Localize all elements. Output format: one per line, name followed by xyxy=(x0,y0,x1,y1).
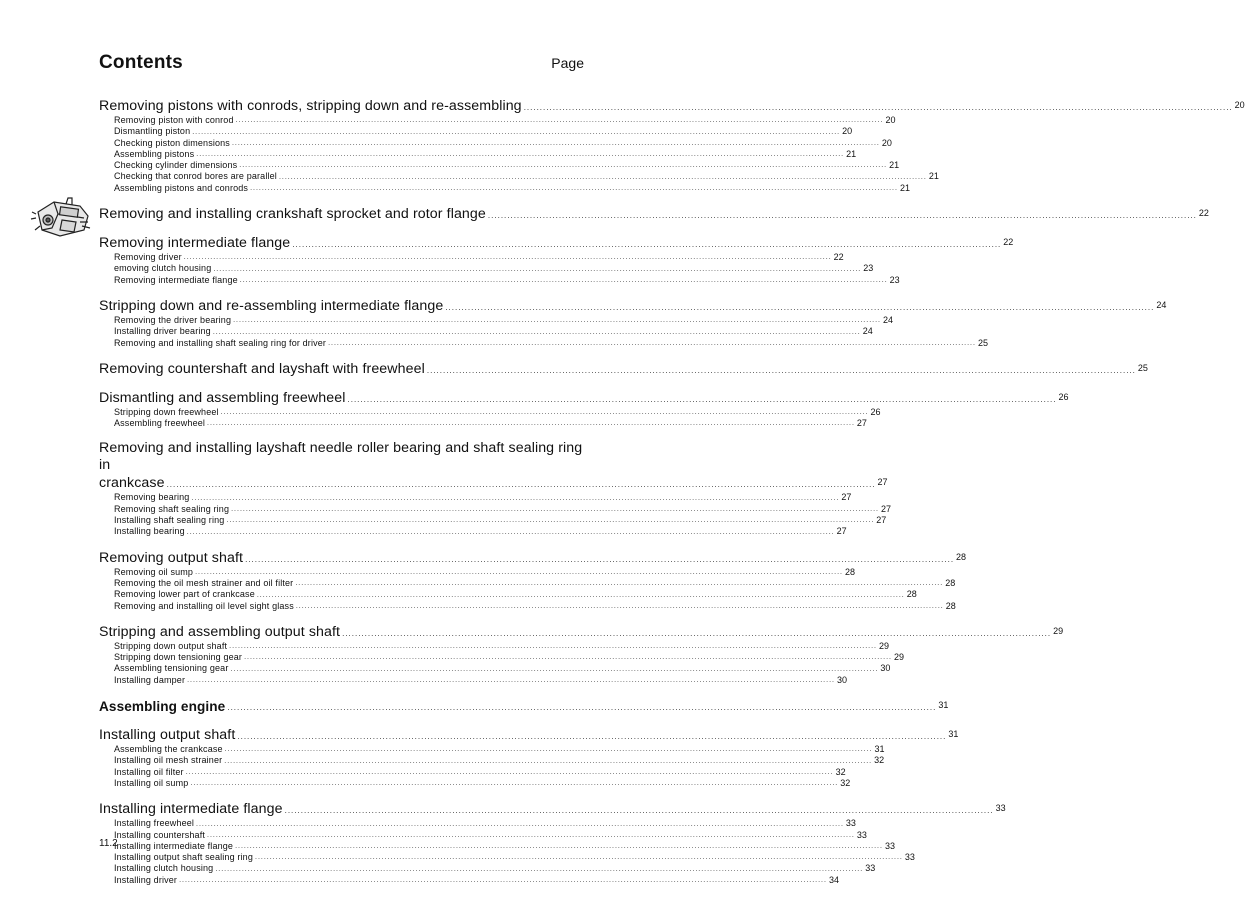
subentry-title: Installing countershaft xyxy=(114,829,206,840)
toc-subentry xyxy=(99,126,853,137)
subentry-title: Removing shaft sealing ring xyxy=(114,503,230,514)
subentry-title: Removing the oil mesh strainer and oil filter xyxy=(114,577,294,588)
dot-leader: ............................................................................................................................................................................................................................ xyxy=(229,643,877,651)
subentry-title: Assembling freewheel xyxy=(114,418,206,429)
dot-leader: ............................................................................................................................................................................................................................ xyxy=(278,173,927,181)
subentry-title: Dismantling piston xyxy=(114,126,191,137)
toc-subentry xyxy=(99,577,956,589)
dot-leader: ............................................................................................................................................................................................................................ xyxy=(207,420,855,428)
subentry-title: Assembling pistons and conrods xyxy=(114,182,249,193)
toc-section-entry xyxy=(99,726,959,744)
toc-subentry xyxy=(99,326,873,337)
page-column-label: Page xyxy=(551,55,584,71)
toc-subentry xyxy=(99,818,856,829)
page-ref: 26 xyxy=(1058,391,1069,402)
dot-leader: ............................................................................................................................................................................................................................ xyxy=(523,103,1233,112)
subentry-title: Removing the driver bearing xyxy=(114,314,232,325)
dot-leader: ............................................................................................................................................................................................................................ xyxy=(179,876,827,884)
dot-leader: ............................................................................................................................................................................................................................ xyxy=(244,654,892,662)
dot-leader: ............................................................................................................................................................................................................................ xyxy=(235,843,883,851)
subentry-title: Checking cylinder dimensions xyxy=(114,160,238,171)
dot-leader: ............................................................................................................................................................................................................................ xyxy=(295,580,944,588)
toc-section xyxy=(99,697,949,715)
toc-section-entry xyxy=(99,360,1148,378)
subentry-title: Removing and installing shaft sealing ring for driver xyxy=(114,337,327,348)
section-title: crankcase xyxy=(99,475,165,492)
toc-subentry xyxy=(99,852,915,863)
page-ref: 33 xyxy=(865,863,876,874)
toc-section-entry xyxy=(99,623,1064,641)
subentry-title: Stripping down freewheel xyxy=(114,406,219,417)
page-ref: 21 xyxy=(899,182,910,193)
dot-leader: ............................................................................................................................................................................................................................ xyxy=(487,211,1197,221)
subentry-title: Stripping down output shaft xyxy=(114,640,228,651)
toc-section xyxy=(99,234,1014,286)
toc-subentry xyxy=(99,274,900,286)
dot-leader: ............................................................................................................................................................................................................................ xyxy=(245,554,955,564)
toc-subentry xyxy=(99,744,885,755)
dot-leader: ............................................................................................................................................................................................................................ xyxy=(328,339,976,347)
dot-leader: ............................................................................................................................................................................................................................ xyxy=(191,494,840,502)
page-ref: 33 xyxy=(995,803,1006,814)
page-ref: 27 xyxy=(836,526,847,537)
section-title: Assembling engine xyxy=(99,699,226,715)
dot-leader: ............................................................................................................................................................................................................................ xyxy=(237,732,947,742)
table-of-contents xyxy=(99,97,1245,897)
page-ref: 21 xyxy=(889,160,900,171)
subentry-title: Stripping down tensioning gear xyxy=(114,652,243,663)
page-header xyxy=(99,52,584,76)
page-ref: 32 xyxy=(835,766,846,777)
page-title: Contents xyxy=(99,52,183,73)
dot-leader: ............................................................................................................................................................................................................................ xyxy=(226,517,875,525)
subentry-title: Removing intermediate flange xyxy=(114,274,238,285)
toc-subentry xyxy=(99,171,939,182)
toc-section-entry xyxy=(99,234,1014,252)
dot-leader: ............................................................................................................................................................................................................................ xyxy=(239,162,888,170)
page-ref: 22 xyxy=(833,252,844,263)
page-ref: 28 xyxy=(906,589,917,600)
section-title: Removing countershaft and layshaft with freewheel xyxy=(99,360,425,377)
dot-leader: ............................................................................................................................................................................................................................ xyxy=(347,394,1057,404)
dot-leader: ............................................................................................................................................................................................................................ xyxy=(190,780,839,788)
dot-leader: ............................................................................................................................................................................................................................ xyxy=(239,276,888,284)
toc-section-entry xyxy=(99,549,967,567)
section-title: Stripping down and re-assembling intermediate flange xyxy=(99,297,444,314)
page-ref: 30 xyxy=(880,663,891,674)
subentry-title: Installing oil sump xyxy=(114,777,189,788)
page-ref: 24 xyxy=(1156,299,1167,310)
toc-subentry xyxy=(99,777,851,789)
subentry-title: Removing driver xyxy=(114,252,182,263)
engine-illustration-icon xyxy=(30,192,94,242)
page-ref: 29 xyxy=(879,640,890,651)
page-ref: 21 xyxy=(928,171,939,182)
dot-leader: ............................................................................................................................................................................................................................ xyxy=(224,746,873,754)
dot-leader: ............................................................................................................................................................................................................................ xyxy=(256,591,905,599)
toc-subentry xyxy=(99,337,988,349)
dot-leader: ............................................................................................................................................................................................................................ xyxy=(212,328,861,336)
dot-leader: ............................................................................................................................................................................................................................ xyxy=(342,628,1052,638)
section-title: Stripping and assembling output shaft xyxy=(99,623,341,640)
dot-leader: ............................................................................................................................................................................................................................ xyxy=(235,117,884,125)
page-ref: 27 xyxy=(880,503,891,514)
section-title: Removing pistons with conrods, stripping down and re-assembling xyxy=(99,98,522,114)
page-ref: 28 xyxy=(844,566,855,577)
toc-subentry xyxy=(99,137,892,149)
section-title: Removing and installing crankshaft sprocket and rotor flange xyxy=(99,206,486,223)
subentry-title: Assembling pistons xyxy=(114,148,195,159)
subentry-title: Installing driver xyxy=(114,874,178,885)
page-ref: 34 xyxy=(828,874,839,885)
page-ref: 22 xyxy=(1198,208,1209,219)
subentry-title: Removing and installing oil level sight glass xyxy=(114,600,294,611)
page-ref: 28 xyxy=(956,551,967,562)
subentry-title: Assembling tensioning gear xyxy=(114,663,229,674)
dot-leader: ............................................................................................................................................................................................................................ xyxy=(230,665,879,673)
toc-subentry xyxy=(99,863,876,874)
section-title: Installing output shaft xyxy=(99,727,236,744)
page-ref: 32 xyxy=(874,755,885,766)
toc-section xyxy=(99,297,1167,349)
dot-leader: ............................................................................................................................................................................................................................ xyxy=(185,768,834,776)
toc-subentry xyxy=(99,640,890,652)
toc-section xyxy=(99,389,1069,430)
subentry-title: Installing damper xyxy=(114,674,186,685)
subentry-title: Installing shaft sealing ring xyxy=(114,515,225,526)
page-ref: 20 xyxy=(842,126,853,137)
toc-section-entry xyxy=(99,389,1069,407)
dot-leader: ............................................................................................................................................................................................................................ xyxy=(195,568,843,576)
section-title: Removing intermediate flange xyxy=(99,235,291,252)
subentry-title: emoving clutch housing xyxy=(114,263,212,274)
dot-leader: ............................................................................................................................................................................................................................ xyxy=(224,757,873,765)
toc-section xyxy=(99,623,1064,686)
subentry-title: Removing bearing xyxy=(114,492,190,503)
toc-subentry xyxy=(99,160,900,171)
page-ref: 21 xyxy=(846,148,857,159)
toc-subentry xyxy=(99,829,867,841)
page-ref: 25 xyxy=(977,337,988,348)
page-ref: 27 xyxy=(876,515,887,526)
toc-subentry xyxy=(99,589,917,600)
toc-section-entry xyxy=(99,800,1006,818)
toc-subentry xyxy=(99,515,887,526)
page-ref: 28 xyxy=(945,577,956,588)
subentry-title: Installing clutch housing xyxy=(114,863,214,874)
page-ref: 28 xyxy=(945,600,956,611)
toc-subentry xyxy=(99,503,891,515)
dot-leader: ............................................................................................................................................................................................................................ xyxy=(183,254,832,262)
page-ref: 23 xyxy=(863,263,874,274)
dot-leader: ............................................................................................................................................................................................................................ xyxy=(284,806,994,816)
subentry-title: Removing piston with conrod xyxy=(114,115,234,125)
page-number: 11.2 xyxy=(99,838,118,849)
dot-leader: ............................................................................................................................................................................................................................ xyxy=(233,317,881,325)
toc-section-entry xyxy=(99,97,1245,115)
toc-subentry xyxy=(99,263,874,274)
toc-subentry xyxy=(99,600,956,612)
toc-section xyxy=(99,800,1006,886)
page-ref: 26 xyxy=(870,406,881,417)
dot-leader: ............................................................................................................................................................................................................................ xyxy=(166,480,876,490)
dot-leader: ............................................................................................................................................................................................................................ xyxy=(220,409,869,417)
toc-subentry xyxy=(99,492,852,503)
dot-leader: ............................................................................................................................................................................................................................ xyxy=(207,831,855,839)
page-ref: 24 xyxy=(882,314,893,325)
dot-leader: ............................................................................................................................................................................................................................ xyxy=(213,265,862,273)
toc-subentry xyxy=(99,526,847,537)
toc-subentry xyxy=(99,566,855,578)
page-ref: 22 xyxy=(1003,237,1014,248)
dot-leader: ............................................................................................................................................................................................................................ xyxy=(292,240,1002,250)
page-ref: 31 xyxy=(948,729,959,740)
toc-subentry xyxy=(99,663,891,674)
section-title: Removing output shaft xyxy=(99,549,244,566)
toc-section xyxy=(99,726,959,789)
subentry-title: Checking that conrod bores are parallel xyxy=(114,171,277,182)
dot-leader: ............................................................................................................................................................................................................................ xyxy=(196,151,845,159)
toc-section-entry xyxy=(99,474,888,492)
toc-subentry xyxy=(99,874,839,886)
page-ref: 33 xyxy=(904,852,915,863)
page-ref: 27 xyxy=(877,477,888,488)
subentry-title: Installing output shaft sealing ring xyxy=(114,852,253,863)
subentry-title: Removing oil sump xyxy=(114,566,194,577)
toc-subentry xyxy=(99,406,881,418)
toc-subentry xyxy=(99,115,896,126)
page-ref: 24 xyxy=(862,326,873,337)
dot-leader: ............................................................................................................................................................................................................................ xyxy=(231,506,879,514)
subentry-title: Installing driver bearing xyxy=(114,326,211,337)
page-ref: 31 xyxy=(938,700,949,711)
toc-section-entry xyxy=(99,297,1167,315)
page-ref: 20 xyxy=(881,137,892,148)
toc-section-entry xyxy=(99,205,1209,223)
dot-leader: ............................................................................................................................................................................................................................ xyxy=(186,528,835,536)
page-ref: 27 xyxy=(841,492,852,503)
page-ref: 32 xyxy=(840,777,851,788)
toc-subentry xyxy=(99,766,846,778)
toc-subentry xyxy=(99,314,893,326)
dot-leader: ............................................................................................................................................................................................................................ xyxy=(426,365,1136,375)
dot-leader: ............................................................................................................................................................................................................................ xyxy=(215,865,864,873)
page-ref: 27 xyxy=(856,418,867,429)
toc-subentry xyxy=(99,755,885,766)
toc-subentry xyxy=(99,148,857,160)
toc-section-entry xyxy=(99,697,949,715)
toc-subentry xyxy=(99,652,904,663)
toc-section xyxy=(99,549,967,612)
dot-leader: ............................................................................................................................................................................................................................ xyxy=(227,703,937,713)
dot-leader: ............................................................................................................................................................................................................................ xyxy=(445,302,1155,312)
toc-subentry xyxy=(99,182,910,194)
subentry-title: Assembling the crankcase xyxy=(114,744,223,755)
subentry-title: Installing bearing xyxy=(114,526,185,537)
page-ref: 25 xyxy=(1137,362,1148,373)
page-ref: 20 xyxy=(885,115,896,125)
dot-leader: ............................................................................................................................................................................................................................ xyxy=(295,602,944,610)
page-ref: 30 xyxy=(836,674,847,685)
subentry-title: Installing intermediate flange xyxy=(114,840,234,851)
toc-section xyxy=(99,97,1245,194)
section-title-line: Removing and installing layshaft needle roller bearing and shaft sealing ring in xyxy=(99,440,583,474)
toc-section xyxy=(99,205,1209,223)
subentry-title: Checking piston dimensions xyxy=(114,137,230,148)
subentry-title: Installing freewheel xyxy=(114,818,195,829)
dot-leader: ............................................................................................................................................................................................................................ xyxy=(187,677,835,685)
dot-leader: ............................................................................................................................................................................................................................ xyxy=(231,139,880,147)
toc-section xyxy=(99,440,891,537)
toc-subentry xyxy=(99,252,844,263)
subentry-title: Installing oil filter xyxy=(114,766,184,777)
page-ref: 31 xyxy=(874,744,885,755)
section-title: Installing intermediate flange xyxy=(99,801,283,818)
page-ref: 29 xyxy=(1053,625,1064,636)
dot-leader: ............................................................................................................................................................................................................................ xyxy=(196,820,844,828)
page-ref: 33 xyxy=(856,829,867,840)
page-ref: 33 xyxy=(884,840,895,851)
page-ref: 23 xyxy=(889,274,900,285)
subentry-title: Installing oil mesh strainer xyxy=(114,755,223,766)
page-ref: 33 xyxy=(845,818,856,829)
toc-subentry xyxy=(99,840,895,852)
dot-leader: ............................................................................................................................................................................................................................ xyxy=(250,185,898,193)
dot-leader: ............................................................................................................................................................................................................................ xyxy=(255,854,903,862)
toc-section xyxy=(99,360,1148,378)
subentry-title: Removing lower part of crankcase xyxy=(114,589,255,600)
toc-subentry xyxy=(99,674,847,686)
dot-leader: ............................................................................................................................................................................................................................ xyxy=(192,128,841,136)
page-ref: 20 xyxy=(1234,100,1245,110)
toc-subentry xyxy=(99,418,867,429)
section-title: Dismantling and assembling freewheel xyxy=(99,389,346,406)
page-ref: 29 xyxy=(893,652,904,663)
